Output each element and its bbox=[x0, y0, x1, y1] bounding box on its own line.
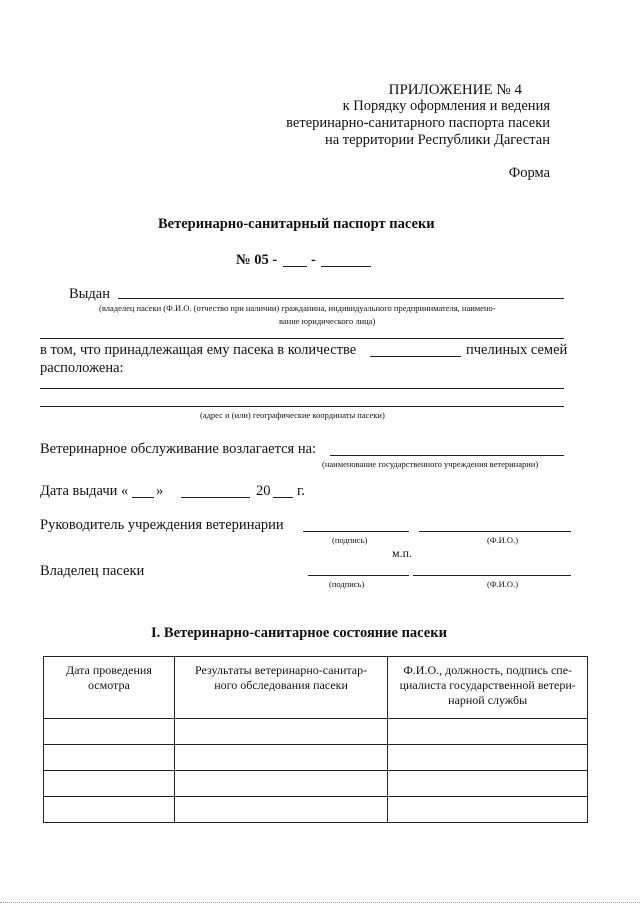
owner-label: Владелец пасеки bbox=[40, 563, 145, 579]
column-header-results: Результаты ветеринарно-санитар- ного обследования пасеки bbox=[174, 657, 388, 719]
table-cell[interactable] bbox=[388, 771, 588, 797]
address-field-1[interactable] bbox=[40, 388, 564, 389]
issue-month-field[interactable] bbox=[181, 497, 250, 498]
passport-number-dash: - bbox=[311, 252, 316, 268]
vet-service-label: Ветеринарное обслуживание возлагается на: bbox=[40, 441, 317, 457]
issue-day-field[interactable] bbox=[132, 497, 154, 498]
head-vet-name-hint: (Ф.И.О.) bbox=[487, 535, 519, 545]
head-vet-name-field[interactable] bbox=[419, 531, 571, 532]
table-cell[interactable] bbox=[174, 771, 388, 797]
scan-edge-artifact bbox=[0, 902, 640, 905]
appendix-line-1: к Порядку оформления и ведения bbox=[342, 98, 550, 114]
table-header-row bbox=[44, 657, 588, 719]
table-cell[interactable] bbox=[44, 719, 175, 745]
table-cell[interactable] bbox=[44, 745, 175, 771]
issue-year-prefix: 20 bbox=[256, 483, 271, 499]
section-1-title: I. Ветеринарно-санитарное состояние пасеки bbox=[151, 625, 447, 641]
issue-year-field[interactable] bbox=[273, 497, 293, 498]
issue-date-label: Дата выдачи « bbox=[40, 483, 129, 499]
issue-year-suffix: г. bbox=[297, 483, 305, 499]
table-cell[interactable] bbox=[174, 797, 388, 823]
appendix-line-2: ветеринарно-санитарного паспорта пасеки bbox=[286, 115, 550, 131]
issued-to-field-2[interactable] bbox=[40, 338, 564, 339]
form-label: Форма bbox=[508, 165, 550, 181]
document-title: Ветеринарно-санитарный паспорт пасеки bbox=[158, 216, 435, 232]
issued-hint-1: (владелец пасеки (Ф.И.О. (отчество при наличии) гражданина, индивидуального предпринимателя, наимено- bbox=[99, 303, 496, 313]
table-cell[interactable] bbox=[174, 719, 388, 745]
table-row bbox=[44, 745, 588, 771]
address-hint: (адрес и (или) географические координаты пасеки) bbox=[200, 410, 385, 420]
column-header-date: Дата проведения осмотра bbox=[44, 657, 175, 719]
vet-service-field[interactable] bbox=[330, 455, 564, 456]
head-vet-signature-field[interactable] bbox=[303, 531, 409, 532]
issued-to-field[interactable] bbox=[118, 298, 564, 299]
bee-colonies-field[interactable] bbox=[370, 356, 461, 357]
owner-sign-hint: (подпись) bbox=[329, 579, 365, 589]
table-cell[interactable] bbox=[388, 797, 588, 823]
issue-date-close: » bbox=[156, 483, 164, 499]
head-vet-label: Руководитель учреждения ветеринарии bbox=[40, 517, 284, 533]
table-cell[interactable] bbox=[174, 745, 388, 771]
owner-name-hint: (Ф.И.О.) bbox=[487, 579, 519, 589]
owner-name-field[interactable] bbox=[413, 575, 571, 576]
column-header-specialist: Ф.И.О., должность, подпись спе- циалиста государственной ветери- нарной службы bbox=[388, 657, 588, 719]
issued-hint-2: вание юридического лица) bbox=[279, 316, 376, 326]
appendix-line-3: на территории Республики Дагестан bbox=[324, 132, 550, 148]
apiary-text-3: расположена: bbox=[40, 360, 124, 376]
passport-number-field-2[interactable] bbox=[321, 266, 371, 267]
inspection-table bbox=[43, 656, 588, 823]
apiary-text-1: в том, что принадлежащая ему пасека в количестве bbox=[40, 342, 357, 358]
passport-number-field-1[interactable] bbox=[283, 266, 307, 267]
appendix-title: ПРИЛОЖЕНИЕ № 4 bbox=[388, 82, 522, 98]
owner-signature-field[interactable] bbox=[308, 575, 409, 576]
head-vet-sign-hint: (подпись) bbox=[332, 535, 368, 545]
table-row bbox=[44, 719, 588, 745]
table-row bbox=[44, 797, 588, 823]
stamp-label: м.п. bbox=[392, 546, 413, 560]
issued-label: Выдан bbox=[69, 286, 110, 302]
table-cell[interactable] bbox=[44, 771, 175, 797]
apiary-text-2: пчелиных семей bbox=[466, 342, 568, 358]
table-row bbox=[44, 771, 588, 797]
table-cell[interactable] bbox=[388, 719, 588, 745]
vet-service-hint: (наименование государственного учреждения ветеринарии) bbox=[322, 459, 539, 469]
address-field-2[interactable] bbox=[40, 406, 564, 407]
passport-number-prefix: № 05 - bbox=[236, 252, 278, 268]
table-cell[interactable] bbox=[388, 745, 588, 771]
table-cell[interactable] bbox=[44, 797, 175, 823]
